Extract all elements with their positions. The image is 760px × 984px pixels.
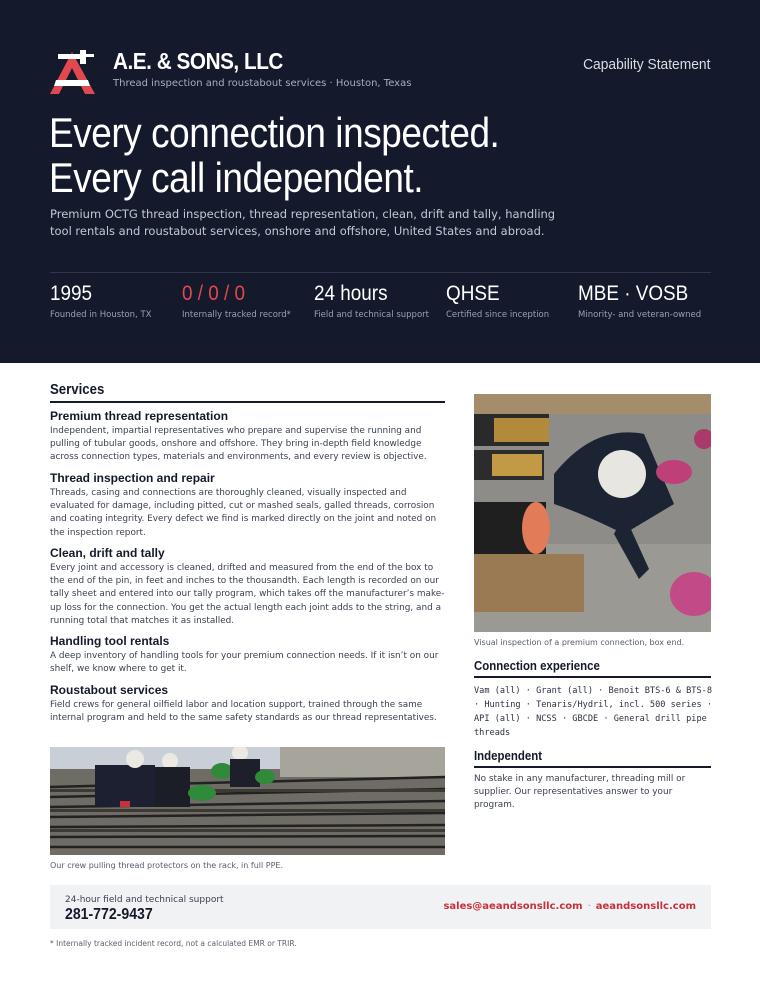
service-title: Roustabout services [50,683,169,697]
stat-label: Minority- and veteran-owned [578,310,702,320]
headline-line-1: Every connection inspected. [49,109,500,156]
stat-founded [50,280,180,320]
stat-support [314,280,444,320]
stat-value: QHSE [446,282,500,305]
document-label: Capability Statement [582,56,710,73]
stat-label: Founded in Houston, TX [50,310,152,320]
footnote: * Internally tracked incident record, not a calculated EMR or TRIR. [50,939,297,948]
service-body: Field crews for general oilfield labor and location support, trained through the same internal program and held to the same safety standards as our thread representatives. [50,700,437,724]
connection-heading-rule [474,676,711,678]
website-link[interactable]: aeandsonsllc.com [595,901,696,912]
service-body: Threads, casing and connections are thoroughly cleaned, visually inspected and evaluated for damage, including pitted, cut or mashed seals, galled threads, corrosion and coating integrity. Every defect we find is marked directly on the joint and noted on the inspection report. [50,488,437,538]
service-body: Every joint and accessory is cleaned, drifted and measured from the end of the box to the end of the pin, in feet and inches to the thousandth. Each length is recorded on our tally sheet and entered into our tally program, which takes off the manufacturer’s make-up loss for the connection. You get the actual length each joint adds to the string, and a running total that matches it as installed. [50,563,445,626]
connection-heading: Connection experience [474,658,600,673]
stat-label: Field and technical support [314,310,429,320]
independent-heading-rule [474,766,711,768]
service-title: Handling tool rentals [50,634,170,648]
service-title: Thread inspection and repair [50,471,215,485]
inspection-photo-caption: Visual inspection of a premium connection, box end. [474,638,685,647]
service-thread-representation [50,409,445,465]
stat-qhse [446,280,576,320]
crew-photo-image [50,747,445,855]
email-link[interactable]: sales@aeandsonsllc.com [443,901,583,912]
connection-list: Vam (all) · Grant (all) · Benoit BTS-6 & BTS-8 · Hunting · Tenaris/Hydril, incl. 500 series · API (all) · NCSS · GBCDE · General drill pipe threads [474,686,712,738]
service-title: Premium thread representation [50,409,229,423]
contact-bar [50,885,711,929]
crew-photo-caption: Our crew pulling thread protectors on the rack, in full PPE. [50,861,284,870]
stat-value: 0 / 0 / 0 [182,282,246,305]
page-headline [49,110,499,200]
independent-heading: Independent [474,748,543,763]
phone-number[interactable]: 281-772-9437 [65,906,153,923]
stat-label: Certified since inception [446,310,550,320]
intro-paragraph: Premium OCTG thread inspection, thread representation, clean, drift and tally, handling tool rentals and roustabout services, onshore and offshore, United States and abroad. [50,207,556,238]
company-name: A.E. & SONS, LLC [113,48,283,74]
stat-ownership [578,280,708,320]
service-body: A deep inventory of handling tools for your premium connection needs. If it isn’t on our shelf, we know where to get it. [50,651,439,675]
contact-links [443,901,696,912]
stat-value: MBE · VOSB [578,282,689,305]
stat-label: Internally tracked record* [182,310,291,320]
service-roustabout [50,683,445,725]
services-heading: Services [50,381,105,398]
stat-value: 1995 [50,282,93,305]
inspection-photo-image [474,394,711,632]
inspection-photo [474,394,711,632]
service-handling-tools [50,634,445,676]
independent-text: No stake in any manufacturer, threading mill or supplier. Our representatives answer to your program. [474,774,686,811]
hero-banner [0,0,760,363]
company-logo-icon [50,44,98,94]
stat-safety-record [182,280,312,320]
service-thread-inspection [50,471,445,540]
stat-value: 24 hours [314,282,388,305]
company-tagline: Thread inspection and roustabout services · Houston, Texas [113,78,412,89]
headline-line-2: Every call independent. [49,154,424,201]
stats-divider [50,272,711,273]
crew-photo [50,747,445,855]
service-body: Independent, impartial representatives who prepare and supervise the running and pulling of tubular goods, onshore and offshore. They bring in-depth field knowledge across connection types, materials and environments, and every review is objective. [50,426,427,463]
services-heading-rule [50,401,445,403]
contact-separator: · [587,901,591,912]
service-title: Clean, drift and tally [50,546,165,560]
support-label: 24-hour field and technical support [65,895,224,905]
service-clean-drift-tally [50,546,445,628]
